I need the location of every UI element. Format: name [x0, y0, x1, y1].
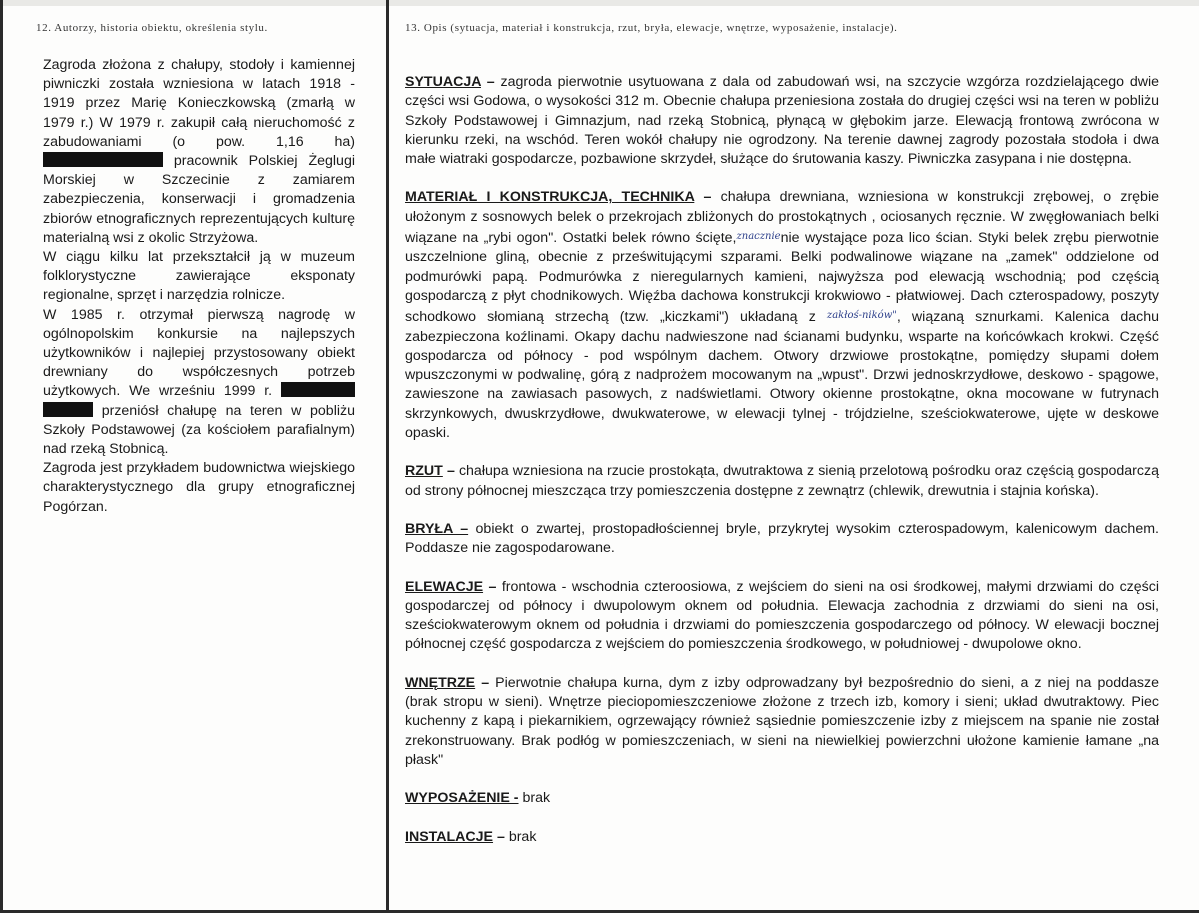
history-paragraph-4: Zagroda jest przykładem budownictwa wiejskiego charakterystycznego dla grupy etnograficznej Pogórzan.: [43, 460, 355, 515]
section-separator: [468, 521, 475, 537]
right-column-header: 13. Opis (sytuacja, materiał i konstrukcja, rzut, bryła, elewacje, wnętrze, wyposażenie, instalacje).: [405, 22, 898, 34]
section-separator: –: [493, 828, 509, 845]
section-text: obiekt o zwartej, prostopadłościennej bryle, przykrytej wysokim czterospadowym, kalenicowym dachem. Poddasze nie zagospodarowane.: [405, 520, 1159, 557]
section-separator: –: [694, 189, 721, 206]
handwritten-annotation: zakłoś-ników": [826, 310, 897, 322]
section-heading: WNĘTRZE: [405, 674, 476, 691]
section-separator: –: [442, 463, 459, 480]
section-text: Pierwotnie chałupa kurna, dym z izby odprowadzany był bezpośrednio do sieni, a z niej na poddasze (brak stropu w sieni). Wnętrze pieciopomieszczeniowe złożone z trzech izb, komory i sieni; układ dwutraktowy. Piec kuchenny z kapą i piekarnikiem, ogrzewający również sąsiednie pomieszczenie izby z miejscem na spanie nie został zrekonstruowany. Brak podłóg w pomieszczeniach, w sieni na niewielkiej powierzchni ułożone kamienie łamane „na płask": [405, 674, 1159, 768]
section-heading: WYPOSAŻENIE -: [405, 790, 519, 807]
section-rzut: [405, 462, 1159, 501]
description-column: [405, 73, 1159, 847]
section-wyposazenie: [405, 789, 1159, 808]
section-heading: SYTUACJA: [405, 74, 481, 90]
section-text: nie wystające poza lico ścian. Styki belek zrębu pierwotnie uszczelnione gliną, obecnie z prześwitującymi szparami. Belki podwalinowe wiązane na „zamek" oddzielone od podmurówki papą. Podmurówka z nieregularnych kamieni, najwyższa pod elewacją wschodnią; pod częścią gospodarczą z płyt chodnikowych. Więźba dachowa konstrukcji krokwiowo - płatwiowej. Dach czterospadowy, poszyty schodkowo słomianą strzechą (tzw. „kiczkami") układaną z: [405, 230, 1159, 326]
section-text: brak: [522, 790, 551, 807]
section-separator: –: [480, 74, 501, 90]
history-paragraph-1: [43, 56, 355, 248]
redaction-box: [43, 402, 93, 417]
left-column-header: 12. Autorzy, historia obiektu, określenia stylu.: [36, 22, 268, 34]
redaction-box: [281, 382, 355, 397]
section-heading: MATERIAŁ I KONSTRUKCJA, TECHNIKA: [405, 189, 695, 206]
section-instalacje: [405, 828, 1159, 847]
history-paragraph-3: [43, 306, 355, 460]
section-material: [405, 188, 1159, 443]
history-text: pracownik Polskiej Żeglugi Morskiej w Szczecinie z zamiarem zabezpieczenia, konserwacji i gromadzenia zbiorów etnograficznych reprezentujących kulturę materialną wsi z okolic Strzyżowa.: [43, 153, 355, 246]
history-paragraph-2: W ciągu kilku lat przekształcił ją w muzeum folklorystyczne zawierające eksponaty regionalne, sprzęt i narzędzia rolnicze.: [43, 249, 355, 304]
column-divider: [386, 0, 389, 913]
section-text: brak: [508, 828, 537, 845]
section-heading: RZUT: [405, 463, 443, 480]
section-elewacje: [405, 578, 1159, 655]
redaction-box: [43, 152, 163, 167]
section-heading: ELEWACJE: [405, 578, 484, 595]
section-wnetrze: [405, 674, 1159, 770]
history-column: [43, 56, 355, 517]
section-bryla: [405, 520, 1159, 559]
history-text: Zagroda złożona z chałupy, stodoły i kamiennej piwniczki została wzniesiona w latach 1918 - 1919 przez Marię Konieczkowską (zmarłą w 1979 r.) W 1979 r. zakupił całą nieruchomość z zabudowaniami (o pow. 1,16 ha): [43, 57, 355, 150]
history-text: W 1985 r. otrzymał pierwszą nagrodę w ogólnopolskim konkursie na najlepszych użytkowników i najlepiej przystosowany obiekt drewniany do współczesnych potrzeb użytkowych. We wrześniu 1999 r.: [43, 306, 355, 400]
handwritten-annotation: znacznie: [736, 231, 781, 243]
section-sytuacja: [405, 73, 1159, 169]
history-text: przeniósł chałupę na teren w pobliżu Szkoły Podstawowej (za kościołem parafialnym) nad rzeką Stobnicą.: [43, 402, 355, 458]
section-heading: BRYŁA –: [405, 520, 469, 537]
scan-top-edge: [3, 0, 1199, 6]
section-text: chałupa wzniesiona na rzucie prostokąta, dwutraktowa z sienią przelotową pośrodku oraz częścią gospodarczą od strony północnej mieszcząca trzy pomieszczenia dostępne z zewnątrz (chlewik, drewutnia i stajnia końska).: [405, 463, 1159, 499]
section-heading: INSTALACJE: [405, 828, 494, 845]
section-text: frontowa - wschodnia czteroosiowa, z wejściem do sieni na osi środkowej, małymi drzwiami do części gospodarczej od północy i dwupolowym oknem od południa. Elewacja zachodnia z drzwiami do sieni na osi, sześciokwaterowym oknem od południa i drzwiami do pomieszczenia gospodarczego od północy. W elewacji bocznej północnej część gospodarcza z wejściem do pomieszczenia środkowego, w południowej - dwupolowe okno.: [405, 578, 1160, 653]
section-separator: –: [483, 578, 502, 595]
section-text: zagroda pierwotnie usytuowana z dala od zabudowań wsi, na szczycie wzgórza rozdzielającego dwie części wsi Godowa, o wysokości 312 m. Obecnie chałupa przeniesiona została do drugiej części wsi na teren w pobliżu Szkoły Podstawowej i Gimnazjum, nad rzeką Stobnicą, płynącą w głębokim jarze. Elewacją frontową zwrócona w kierunku rzeki, na wschód. Teren wokół chałupy nie ogrodzony. Na terenie dawnej zagrody pozostała stodoła i dwa małe wiatraki gospodarcze, pozbawione skrzydeł, służące do śrutowania kaszy. Piwniczka zasypana i nie dostępna.: [405, 74, 1159, 168]
section-separator: –: [475, 674, 496, 691]
section-text: , wiązaną sznurkami. Kalenica dachu zabezpieczona koźlinami. Okapy dachu nadwieszone nad ścianami budynku, wsparte na końcówkach krokwi. Część gospodarcza od północy - pod wspólnym dachem. Otwory drzwiowe prostokątne, pomiędzy słupami dołem wpuszczonymi w podwalinę, górą z nadprożem mocowanym na „wpust". Drzwi jednoskrzydłowe, deskowo - spągowe, zawieszone na zawiasach pasowych, z nadświetlami. Otwory okienne prostokątne, okna mocowane w futrynach skrzynkowych, dwuskrzydłowe, dwukwaterowe, w elewacji tylnej - trójdzielne, sześciokwaterowe, ujęte w deskowe opaski.: [405, 309, 1159, 442]
section-text: chałupa drewniana, wzniesiona w konstrukcji zrębowej, o zrębie ułożonym z sosnowych belek o przekrojach zbliżonych do prostokątnych , ociosanych ręcznie. W zwęgłowaniach belki wiązane na „rybi ogon". Ostatki belek równo ścięte,: [405, 189, 1159, 247]
